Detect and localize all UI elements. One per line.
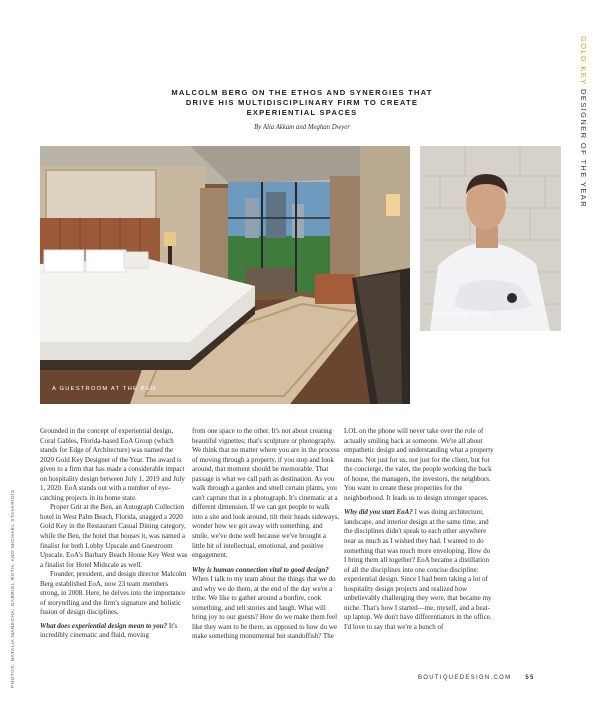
photo-credits: PHOTOS: NATALIA MANECHA; GABRIEL ROTH, AND MICHAEL STAVARIDIS — [10, 489, 15, 688]
paragraph: Grounded in the concept of experiential design, Coral Gables, Florida-based EoA Group (which stands for Edge of Architecture) was named the 2020 Gold Key Designer of the Year. The award is given to a firm that has made a considerable impact on hospitality design between July 1, 2019 and July 1, 2020. EoA stands out with a number of eye-catching projects in its home state. — [40, 427, 185, 502]
portrait-photo — [420, 146, 561, 331]
qa-paragraph — [344, 508, 494, 632]
answer: I was doing architecture, landscape, and interior design at the same time, and the disciplines didn't speak to each other anywhere near as much as I wished they had. I wanted to do something that was much more enveloping. How do I bring them all together? EoA became a distillation of all the disciplines into one concise discipline: experiential design. Since I had been taking a lot of hospitality design projects and realized how unbelievably challenging they were, that became my niche. That's how I started—me, myself, and a beat-up laptop. We don't have differentiators in the office. I'd love to say that we're a bunch of — [344, 508, 492, 631]
paragraph: from one space to the other. It's not about creating beautiful vignettes; that's sculpture or photography. We think that no matter where you are in the process of moving through a property, if you stop and look around, that moment should be memorable. That passage is what we call path as destination. As you walk through a garden and smell certain plants, you can't capture that in a photograph. It's cinematic at a different dimension. If we can get people to walk into a site and look around, tilt their heads sideways, wonder how we got away with something, and smile, we've done well because we've brought a little bit of intellectual, emotional, and positive engagement. — [192, 427, 340, 560]
question: Why is human connection vital to good design? — [192, 565, 329, 574]
guestroom-photo — [40, 146, 410, 404]
paragraph: LOL on the phone will never take over the role of actually smiling back at someone. We're all about empathetic design and understanding what a property means. Not just for us, not just for the client, but for the concierge, the valet, the people working the back of house, the managers, the investors, the neighbors. You want to create these properties for the neighborhood. It leads us to design stronger spaces. — [344, 427, 494, 502]
portrait-caption: MALCOLM BERG — [432, 312, 494, 318]
page-number: 55 — [525, 675, 535, 681]
answer: When I talk to my team about the things that we do and why we do them, at the end of the day we're a tribe. We like to gather around a bonfire, cook something, and tell stories and laugh. What will bring joy to our guests? How do we make them feel like they want to be there, as opposed to how do we make something monumental but standoffish? The — [192, 575, 338, 641]
gold-key-label: GOLD KEY — [579, 36, 588, 86]
designer-of-year-label: DESIGNER OF THE YEAR — [579, 85, 588, 209]
text-column-3 — [344, 427, 494, 632]
section-label — [574, 36, 588, 236]
text-column-1 — [40, 427, 188, 641]
guestroom-caption: A GUESTROOM AT THE BEN — [52, 386, 157, 392]
article-byline: By Alia Akkam and Meghan Dwyer — [254, 124, 350, 131]
article-headline: MALCOLM BERG ON THE ETHOS AND SYNERGIES THAT DRIVE HIS MULTIDISCIPLINARY FIRM TO CREATE EXPERIENTIAL SPACES — [171, 88, 433, 117]
answer: It's incredibly cinematic and fluid, moving — [40, 621, 178, 640]
website-url: BOUTIQUEDESIGN.COM — [418, 675, 512, 681]
portrait-illustration — [420, 146, 561, 331]
guestroom-illustration — [40, 146, 410, 404]
qa-paragraph — [192, 566, 340, 642]
paragraph: Founder, president, and design director Malcolm Berg established EoA, now 23 team members strong, in 2008. Here, he delves into the importance of storytelling and the firm's signature and holistic fusion of design disciplines. — [40, 570, 187, 617]
qa-paragraph — [40, 622, 188, 641]
page-footer — [418, 675, 568, 681]
question: What does experiential design mean to you? — [40, 621, 168, 630]
text-column-2 — [192, 427, 340, 642]
question: Why did you start EoA? — [344, 508, 413, 517]
paragraph: Proper Grit at the Ben, an Autograph Collection hotel in West Palm Beach, Florida, snagged a 2020 Gold Key in the Restaurant Casual Dining category, while the Ben, the hotel that houses it, was named a finalist for both Lobby Upscale and Guestroom Upscale. EoA's Barbary Beach House Key West was a finalist for Hotel Midscale as well. — [40, 503, 188, 569]
